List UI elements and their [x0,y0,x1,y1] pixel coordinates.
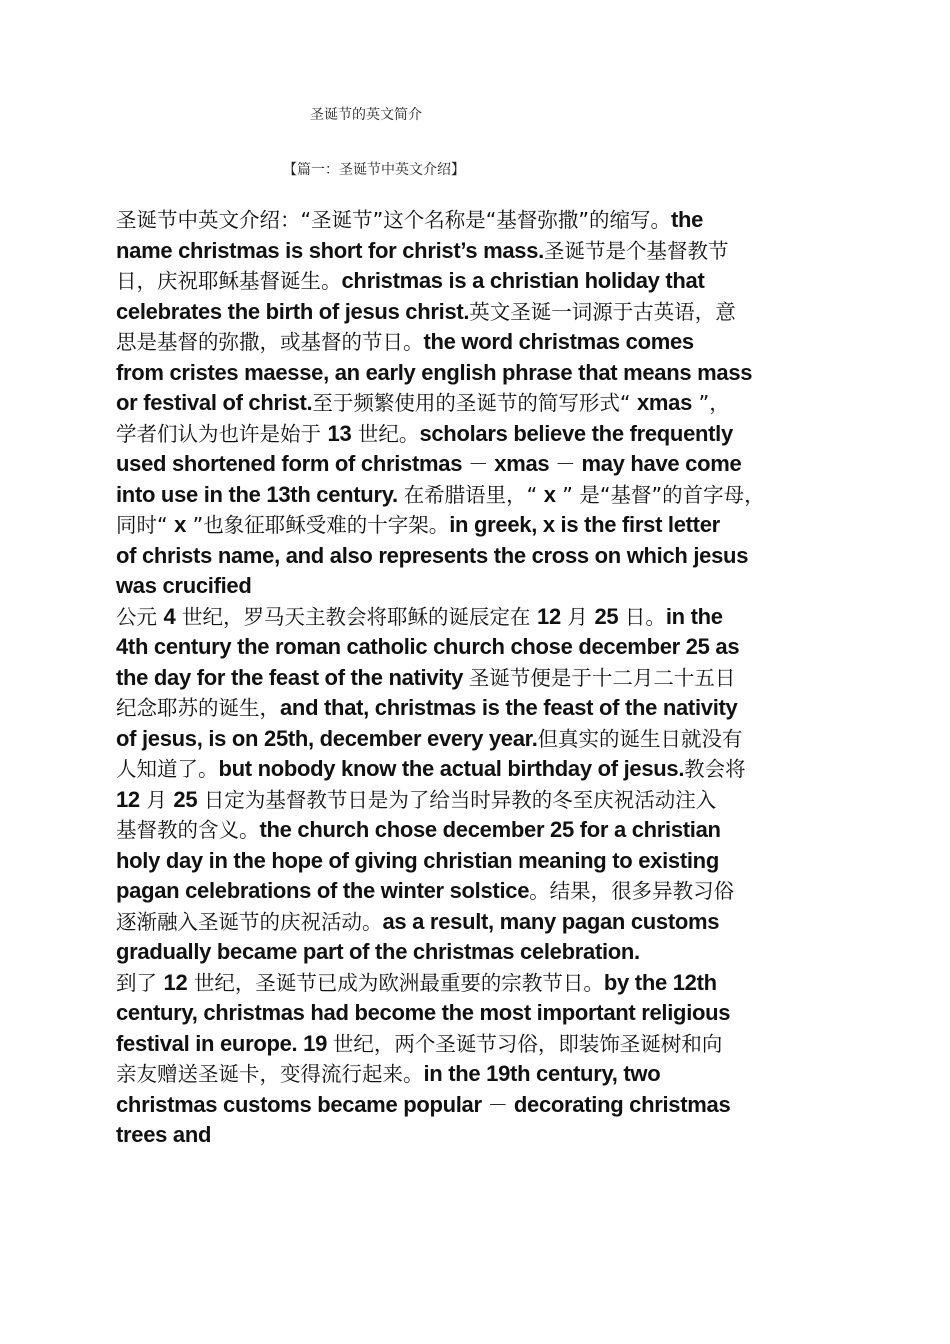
text-line [116,968,856,999]
chinese-text-segment: 日。 [618,604,666,629]
chinese-text-segment: 至于频繁使用的圣诞节的简写形式“ [312,391,637,415]
text-line [116,632,856,663]
chinese-text-segment: 世纪，圣诞节已成为欧洲最重要的宗教节日。 [187,970,604,995]
chinese-text-segment: 世纪。 [351,421,420,446]
text-line [116,602,856,633]
text-line [116,937,856,968]
text-line [116,1029,856,1060]
chinese-text-segment: － [487,1092,509,1117]
text-line [116,876,856,907]
english-text-segment: as a result, many pagan customs [382,908,720,934]
english-text-segment: celebrates the birth of jesus christ. [116,298,470,324]
english-text-segment: the [670,207,704,232]
english-text-segment: by the 12th [603,969,717,995]
chinese-text-segment: 纪念耶苏的诞生， [116,696,280,720]
text-line [116,236,856,267]
english-text-segment: x [174,512,187,537]
text-line [116,480,856,511]
english-text-segment: x [543,481,556,507]
text-line [116,754,856,785]
body-text [116,205,856,1151]
text-line [116,907,856,938]
english-text-segment: 12 [537,603,561,629]
chinese-text-segment: 教会将 [684,757,746,781]
text-line [116,571,856,602]
english-text-segment: in the [665,603,723,629]
english-text-segment: the day for the feast of the nativity [116,664,469,690]
chinese-text-segment: 到了 [116,970,164,995]
text-line [116,1059,856,1090]
chinese-text-segment: 圣诞节是个基督教节 [543,238,729,263]
english-text-segment: of jesus, is on 25th, december every year. [116,725,538,751]
english-text-segment: was crucified [116,573,252,598]
english-text-segment: of christs name, and also represents the cross on which jesus [116,542,749,568]
text-line [116,297,856,328]
text-line [116,815,856,846]
english-text-segment: the church chose december 25 for a christian [259,817,721,842]
chinese-text-segment: 。结果，很多异教习俗 [529,879,735,903]
english-text-segment: into use in the 13th century. [116,481,404,507]
text-line [116,327,856,358]
text-line [116,663,856,694]
english-text-segment: 25 [594,603,619,629]
english-text-segment: decorating christmas [508,1091,731,1117]
english-text-segment: trees and [116,1122,212,1147]
chinese-text-segment: 世纪，罗马天主教会将耶稣的诞辰定在 [175,604,538,629]
english-text-segment: 12 [163,969,188,995]
english-text-segment: from cristes maesse, an early english phrase that means mass [116,359,753,385]
english-text-segment: and that, christmas is the feast of the nativity [280,695,738,720]
text-line [116,510,856,541]
text-line [116,449,856,480]
section-heading: 【篇一：圣诞节中英文介绍】 [283,162,465,178]
english-text-segment: or festival of christ. [116,390,313,415]
chinese-text-segment: 圣诞节中英文介绍：“圣诞节”这个名称是“基督弥撒”的缩写。 [116,208,671,232]
chinese-text-segment: 圣诞节便是于十二月二十五日 [468,665,736,690]
chinese-text-segment: 公元 [116,604,164,629]
english-text-segment: the word christmas comes [423,329,694,354]
english-text-segment: xmas [488,451,556,476]
text-line [116,388,856,419]
chinese-text-segment: 基督教的含义。 [116,818,260,842]
english-text-segment: xmas [636,390,693,415]
english-text-segment: in the 19th century, two [423,1061,661,1086]
chinese-text-segment: 日定为基督教节日是为了给当时异教的冬至庆祝活动注入 [197,787,717,812]
chinese-text-segment: 月 [560,604,595,629]
text-line [116,724,856,755]
chinese-text-segment: 人知道了。 [116,757,219,781]
english-text-segment: pagan celebrations of the winter solstice [116,878,530,903]
english-text-segment: name christmas is short for christ’s mass. [116,237,544,263]
english-text-segment: christmas customs became popular [116,1091,488,1117]
text-line [116,541,856,572]
text-line [116,693,856,724]
chinese-text-segment: 但真实的诞生日就没有 [537,726,743,751]
chinese-text-segment: 世纪，两个圣诞节习俗，即装饰圣诞树和向 [332,1031,723,1056]
english-text-segment: may have come [575,451,742,476]
text-line [116,846,856,877]
english-text-segment: but nobody know the actual birthday of jesus. [218,756,685,781]
chinese-text-segment: － [467,452,489,476]
chinese-text-segment: 日，庆祝耶稣基督诞生。 [116,269,342,293]
chinese-text-segment: 英文圣诞一词源于古英语，意 [469,299,736,324]
english-text-segment: holy day in the hope of giving christian meaning to existing [116,847,719,873]
english-text-segment: festival in europe. 19 [116,1030,333,1056]
chinese-text-segment: 同时“ [116,513,175,537]
english-text-segment: 13 [327,420,352,446]
text-line [116,205,856,236]
text-line [116,266,856,297]
chinese-text-segment: ”， [692,391,730,415]
chinese-text-segment: ”也象征耶稣受难的十字架。 [186,513,450,537]
text-line [116,785,856,816]
text-line [116,419,856,450]
chinese-text-segment: － [555,452,576,476]
english-text-segment: 4th century the roman catholic church chose december 25 as [116,634,740,659]
chinese-text-segment: ” 是“基督”的首字母， [555,482,765,507]
chinese-text-segment: 学者们认为也许是始于 [116,421,328,446]
english-text-segment: gradually became part of the christmas celebration. [116,939,640,964]
english-text-segment: christmas is a christian holiday that [341,268,705,293]
chinese-text-segment: 在希腊语里，“ [403,482,544,507]
english-text-segment: 4 [163,603,176,629]
text-line [116,998,856,1029]
document-title: 圣诞节的英文简介 [310,107,422,123]
chinese-text-segment: 思是基督的弥撒，或基督的节日。 [116,330,424,354]
english-text-segment: 25 [173,786,198,812]
english-text-segment: used shortened form of christmas [116,451,468,476]
english-text-segment: in greek, x is the first letter [449,512,720,537]
chinese-text-segment: 亲友赠送圣诞卡，变得流行起来。 [116,1062,424,1086]
english-text-segment: scholars believe the frequently [419,420,733,446]
chinese-text-segment: 逐渐融入圣诞节的庆祝活动。 [116,909,383,934]
chinese-text-segment: 月 [139,787,174,812]
text-line [116,1090,856,1121]
text-line [116,358,856,389]
english-text-segment: 12 [116,786,140,812]
text-line [116,1120,856,1151]
english-text-segment: century, christmas had become the most important religious [116,1000,731,1025]
